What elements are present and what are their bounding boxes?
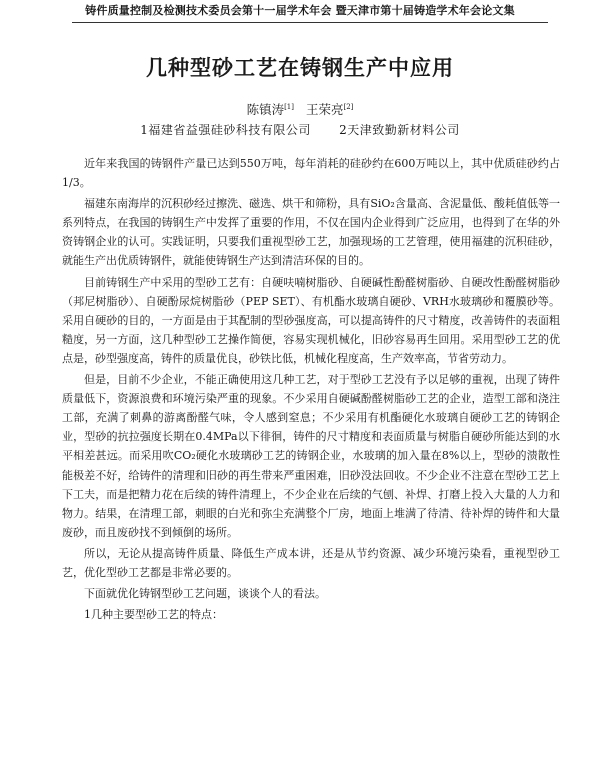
- paragraph-3: 目前铸钢生产中采用的型砂工艺有：自硬呋喃树脂砂、自硬碱性酚醛树脂砂、自硬改性酚醛树脂砂（邦尼树脂砂）、自硬酚尿烷树脂砂（PEP SET）、有机酯水玻璃自硬砂、VRH水玻璃砂和覆膜砂等。采用自硬砂的目的，一方面是由于其配制的型砂强度高，可以提高铸件的尺寸精度，改善铸件的表面粗糙度，另一方面，这几种型砂工艺操作简便，容易实现机械化，旧砂容易再生回用。采用型砂工艺的优点是，砂型强度高，铸件的质量优良，砂铁比低，机械化程度高，生产效率高，节省劳动力。: [62, 275, 560, 365]
- affiliation-2: 2天津致勤新材料公司: [339, 123, 460, 137]
- author-2: [306, 102, 353, 117]
- paragraph-5: 所以，无论从提高铸件质量、降低生产成本讲，还是从节约资源、减少环境污染看，重视型砂工艺，优化型砂工艺都是非常必要的。: [62, 546, 560, 579]
- paragraph-1: 近年来我国的铸钢件产量已达到550万吨，每年消耗的硅砂约在600万吨以上，其中优质硅砂约占1/3。: [62, 157, 560, 190]
- paper-title: 几种型砂工艺在铸钢生产中应用: [146, 56, 454, 80]
- header-rule: [72, 22, 548, 23]
- paragraph-6: 下面就优化铸钢型砂工艺问题，谈谈个人的看法。: [84, 587, 326, 601]
- author-1: [247, 102, 294, 117]
- paragraph-2: 福建东南海岸的沉积砂经过擦洗、磁选、烘干和筛粉，具有SiO₂含量高、含泥量低、酸耗值低等一系列特点，在我国的铸钢生产中发挥了重要的作用，不仅在国内企业得到广泛应用，也得到了在华的外资铸钢企业的认可。实践证明，只要我们重视型砂工艺，加强现场的工艺管理，使用福建的沉积硅砂，就能生产出优质铸钢件，就能使铸钢生产达到清洁环保的目的。: [62, 197, 560, 268]
- paragraph-4: 但是，目前不少企业，不能正确使用这几种工艺，对于型砂工艺没有予以足够的重视，出现了铸件质量低下，资源浪费和环境污染严重的现象。不少采用自硬碱酚醛树脂砂工艺的企业，造型工部和浇注工部，充满了刺鼻的游离酚醛气味，令人感到窒息；不少采用有机酯硬化水玻璃自硬砂工艺的铸钢企业，型砂的抗拉强度长期在0.4MPa以下徘徊，铸件的尺寸精度和表面质量与树脂自硬砂所能达到的水平相差甚远。而采用吹CO₂硬化水玻璃砂工艺的铸钢企业，水玻璃的加入量在8%以上，型砂的溃散性能极差不好，给铸件的清理和旧砂的再生带来严重困难，旧砂没法回收。不少企业不注意在型砂工艺上下工夫，而是把精力花在后续的铸件清理上，不少企业在后续的气刨、补焊、打磨上投入大量的人力和物力。结果，在清理工部，刺眼的白光和弥尘充满整个厂房，地面上堆满了待清、待补焊的铸件和大量废砂，而且废砂找不到倾倒的场所。: [62, 373, 560, 539]
- body-text: [62, 154, 560, 624]
- section-heading: 1几种主要型砂工艺的特点：: [84, 608, 223, 622]
- author-2-mark: [2]: [343, 102, 354, 111]
- author-2-name: 王荣亮: [305, 102, 344, 117]
- affiliation-line: [0, 121, 600, 138]
- author-1-name: 陈镇涛: [246, 102, 285, 117]
- affiliation-1: 1福建省益强硅砂科技有限公司: [140, 123, 311, 137]
- author-line: [0, 100, 600, 118]
- author-1-mark: [1]: [284, 102, 294, 111]
- running-header: 铸件质量控制及检测技术委员会第十一届学术年会 暨天津市第十届铸造学术年会论文集: [85, 4, 515, 17]
